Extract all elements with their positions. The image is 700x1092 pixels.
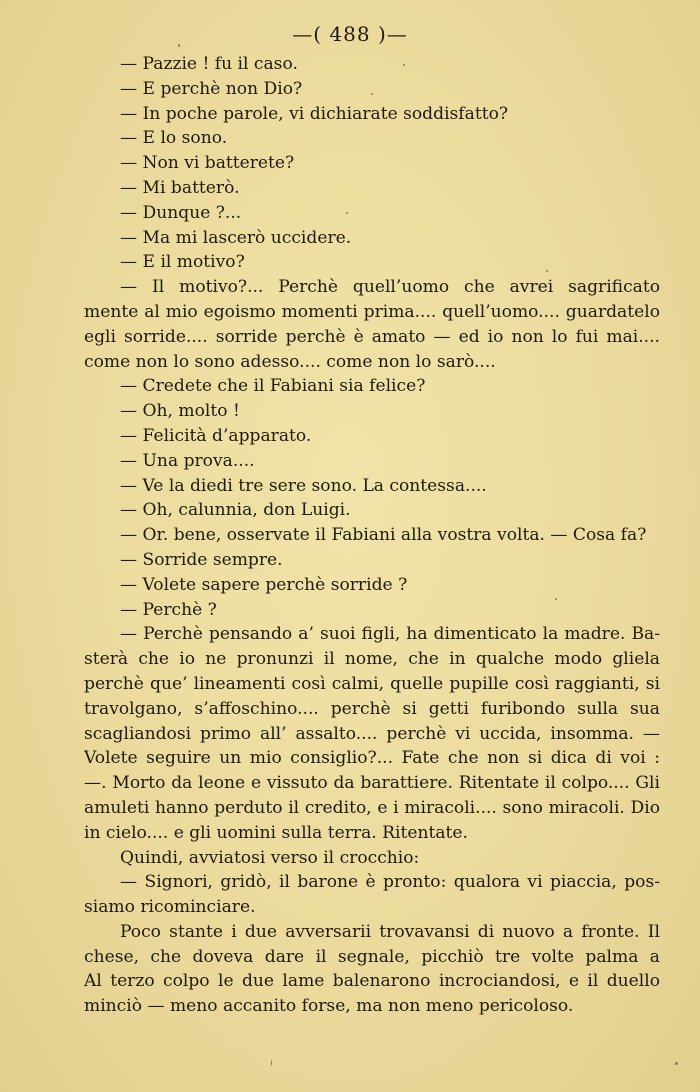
- text-line: — Credete che il Fabiani sia felice?: [120, 376, 426, 397]
- text-line: — Or. bene, osservate il Fabiani alla vostra volta. — Cosa fa?: [120, 525, 647, 546]
- text-line: — Oh, calunnia, don Luigi.: [120, 500, 351, 521]
- paper-speck: [371, 93, 373, 95]
- paper-speck: [178, 44, 180, 47]
- text-line: — Non vi batterete?: [120, 153, 295, 174]
- text-line: siamo ricominciare.: [84, 897, 256, 918]
- text-line: — E perchè non Dio?: [120, 78, 303, 99]
- text-line: egli sorride.... sorride perchè è amato — ed io non lo fui mai....: [84, 326, 660, 347]
- text-line: Poco stante i due avversarii trovavansi di nuovo a fronte. Il: [120, 921, 660, 942]
- text-line: — Mi batterò.: [120, 177, 240, 198]
- text-line: — Signori, gridò, il barone è pronto: qualora vi piaccia, pos-: [120, 872, 660, 893]
- text-line: Volete seguire un mio consiglio?... Fate che non si dica di voi :: [84, 748, 660, 769]
- page-number: —( 488 )—: [292, 22, 408, 46]
- paper-speck: [675, 1062, 678, 1065]
- text-line: sterà che io ne pronunzi il nome, che in qualche modo gliela: [84, 649, 660, 670]
- text-line: — Oh, molto !: [120, 401, 240, 422]
- paper-speck: [555, 598, 557, 600]
- paper-speck: [346, 212, 348, 214]
- text-line: — Ve la diedi tre sere sono. La contessa....: [120, 475, 487, 496]
- text-line: travolgano, s’affoschino.... perchè si getti furibondo sulla sua: [84, 698, 660, 719]
- text-line: — Felicità d’apparato.: [120, 425, 312, 446]
- text-line: —. Morto da leone e vissuto da barattiere. Ritentate il colpo.... Gli: [84, 773, 660, 794]
- text-line: in cielo.... e gli uomini sulla terra. Ritentate.: [84, 822, 468, 843]
- text-line: Quindi, avviatosi verso il crocchio:: [120, 847, 420, 868]
- text-line: scagliandosi primo all’ assalto.... perchè vi uccida, insomma. —: [84, 723, 660, 744]
- text-line: perchè que’ lineamenti così calmi, quelle pupille così raggianti, si: [84, 673, 660, 694]
- text-line: — Perchè pensando a’ suoi figli, ha dimenticato la madre. Ba-: [120, 624, 660, 645]
- text-line: minciò — meno accanito forse, ma non meno pericoloso.: [84, 996, 574, 1017]
- text-line: Al terzo colpo le due lame balenarono incrociandosi, e il duello: [84, 971, 660, 992]
- text-line: — Ma mi lascerò uccidere.: [120, 227, 352, 248]
- text-line: — Dunque ?...: [120, 202, 242, 223]
- paper-speck: [546, 270, 548, 272]
- text-line: — Pazzie ! fu il caso.: [120, 54, 298, 74]
- text-line: — In poche parole, vi dichiarate soddisfatto?: [120, 103, 509, 124]
- paper-speck: [271, 1060, 272, 1066]
- body-text: [84, 52, 660, 1019]
- paper-speck: [403, 64, 405, 66]
- text-line: — E lo sono.: [120, 128, 228, 149]
- text-line: — Una prova....: [120, 450, 255, 471]
- text-line: — Sorride sempre.: [120, 549, 283, 570]
- text-line: — Il motivo?... Perchè quell’uomo che avrei sagrificato: [120, 277, 660, 298]
- text-line: — E il motivo?: [120, 252, 245, 273]
- text-line: come non lo sono adesso.... come non lo sarò....: [84, 351, 496, 372]
- text-line: chese, che doveva dare il segnale, picchiò tre volte palma a: [84, 946, 660, 967]
- text-line: mente al mio egoismo momenti prima.... quell’uomo.... guardatelo: [84, 301, 660, 322]
- text-line: — Volete sapere perchè sorride ?: [120, 574, 408, 595]
- text-line: amuleti hanno perduto il credito, e i miracoli.... sono miracoli. Dio: [84, 797, 660, 818]
- text-line: — Perchè ?: [120, 599, 217, 620]
